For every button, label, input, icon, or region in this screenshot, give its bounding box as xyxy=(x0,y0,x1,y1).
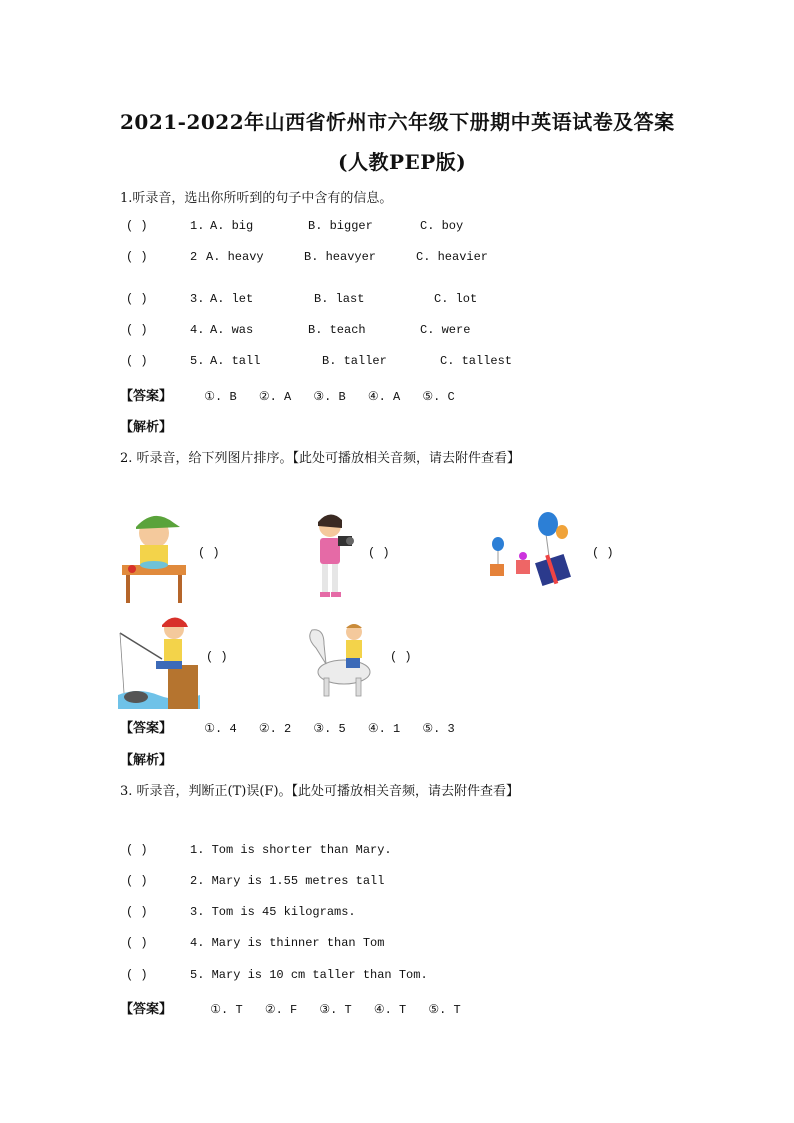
q2-answer xyxy=(120,717,473,736)
answer-blank[interactable]: ( ) xyxy=(126,905,148,919)
option-a: A. big xyxy=(210,219,254,233)
option-b: B. taller xyxy=(322,354,387,368)
answer-item: ②. 2 xyxy=(258,722,292,736)
answer-label: 【答案】 xyxy=(120,1002,173,1017)
answer-item: ③. B xyxy=(313,390,346,404)
item-number: 3. xyxy=(190,292,205,306)
statement-text: 1. Tom is shorter than Mary. xyxy=(190,843,392,857)
option-c: C. heavier xyxy=(416,250,489,264)
option-b: B. teach xyxy=(308,323,366,337)
answer-item: ①. B xyxy=(204,390,237,404)
answer-item: ⑤. T xyxy=(428,1003,461,1017)
answer-item: ⑤. 3 xyxy=(422,722,455,736)
option-b: B. last xyxy=(314,292,365,306)
q3-heading: 3. 听录音，判断正(T)误(F)。【此处可播放相关音频，请去附件查看】 xyxy=(120,784,520,799)
answer-item: ②. A xyxy=(258,390,292,404)
answer-item: ④. T xyxy=(373,1003,407,1017)
q1-row-2 xyxy=(126,250,489,264)
q2-heading: 2. 听录音，给下列图片排序。【此处可播放相关音频，请去附件查看】 xyxy=(120,451,521,466)
picture-1-blank[interactable]: ( ) xyxy=(198,546,220,560)
analysis-label: 【解析】 xyxy=(120,420,173,435)
item-number: 2 xyxy=(190,250,198,264)
answer-item: ②. F xyxy=(264,1003,298,1017)
option-c: C. boy xyxy=(420,219,464,233)
answer-blank[interactable]: ( ) xyxy=(126,968,148,982)
item-number: 4. xyxy=(190,323,205,337)
statement-text: 3. Tom is 45 kilograms. xyxy=(190,905,356,919)
option-a: A. heavy xyxy=(206,250,264,264)
q1-row-1 xyxy=(126,219,464,233)
analysis-label: 【解析】 xyxy=(120,753,173,768)
q1-row-3 xyxy=(126,292,478,306)
picture-4-blank[interactable]: ( ) xyxy=(206,650,228,664)
answer-item: ③. T xyxy=(319,1003,352,1017)
picture-3-blank[interactable]: ( ) xyxy=(592,546,614,560)
picture-5-blank[interactable]: ( ) xyxy=(390,650,412,664)
answer-blank[interactable]: ( ) xyxy=(126,250,148,264)
option-a: A. let xyxy=(210,292,254,306)
q3-row-3 xyxy=(126,905,356,919)
q1-row-4 xyxy=(126,323,471,337)
boy-eating-picture xyxy=(118,505,190,605)
boy-fishing-picture xyxy=(118,607,200,709)
statement-text: 5. Mary is 10 cm taller than Tom. xyxy=(190,968,428,982)
page-title: 2021-2022年山西省忻州市六年级下册期中英语试卷及答案 xyxy=(120,110,675,134)
item-number: 5. xyxy=(190,354,205,368)
answer-item: ④. 1 xyxy=(367,722,401,736)
picture-2-blank[interactable]: ( ) xyxy=(368,546,390,560)
answer-item: ③. 5 xyxy=(313,722,346,736)
answer-item: ①. 4 xyxy=(204,722,237,736)
girl-camera-picture xyxy=(306,508,362,600)
answer-item: ④. A xyxy=(367,390,401,404)
page-subtitle: (人教PEP版) xyxy=(338,150,467,174)
option-b: B. heavyer xyxy=(304,250,377,264)
q1-answer xyxy=(120,385,473,404)
q3-row-2 xyxy=(126,874,385,888)
item-number: 1. xyxy=(190,219,205,233)
answer-item: ①. T xyxy=(210,1003,243,1017)
q3-row-1 xyxy=(126,843,392,857)
q3-row-4 xyxy=(126,936,385,950)
q2-analysis xyxy=(120,749,172,768)
answer-blank[interactable]: ( ) xyxy=(126,292,148,306)
statement-text: 2. Mary is 1.55 metres tall xyxy=(190,874,385,888)
boy-riding-horse-picture xyxy=(302,620,382,698)
option-b: B. bigger xyxy=(308,219,373,233)
balloons-gifts-picture xyxy=(486,512,580,588)
answer-blank[interactable]: ( ) xyxy=(126,323,148,337)
option-c: C. tallest xyxy=(440,354,513,368)
q3-row-5 xyxy=(126,968,428,982)
answer-item: ⑤. C xyxy=(422,390,455,404)
option-c: C. were xyxy=(420,323,471,337)
option-a: A. was xyxy=(210,323,254,337)
q1-analysis xyxy=(120,416,172,435)
answer-blank[interactable]: ( ) xyxy=(126,843,148,857)
answer-blank[interactable]: ( ) xyxy=(126,874,148,888)
answer-blank[interactable]: ( ) xyxy=(126,354,148,368)
answer-label: 【答案】 xyxy=(120,721,173,736)
option-c: C. lot xyxy=(434,292,478,306)
option-a: A. tall xyxy=(210,354,261,368)
q1-heading: 1.听录音，选出你所听到的句子中含有的信息。 xyxy=(120,191,393,206)
answer-blank[interactable]: ( ) xyxy=(126,219,148,233)
answer-blank[interactable]: ( ) xyxy=(126,936,148,950)
q3-answer xyxy=(120,998,479,1017)
answer-label: 【答案】 xyxy=(120,389,173,404)
q1-row-5 xyxy=(126,354,513,368)
statement-text: 4. Mary is thinner than Tom xyxy=(190,936,385,950)
